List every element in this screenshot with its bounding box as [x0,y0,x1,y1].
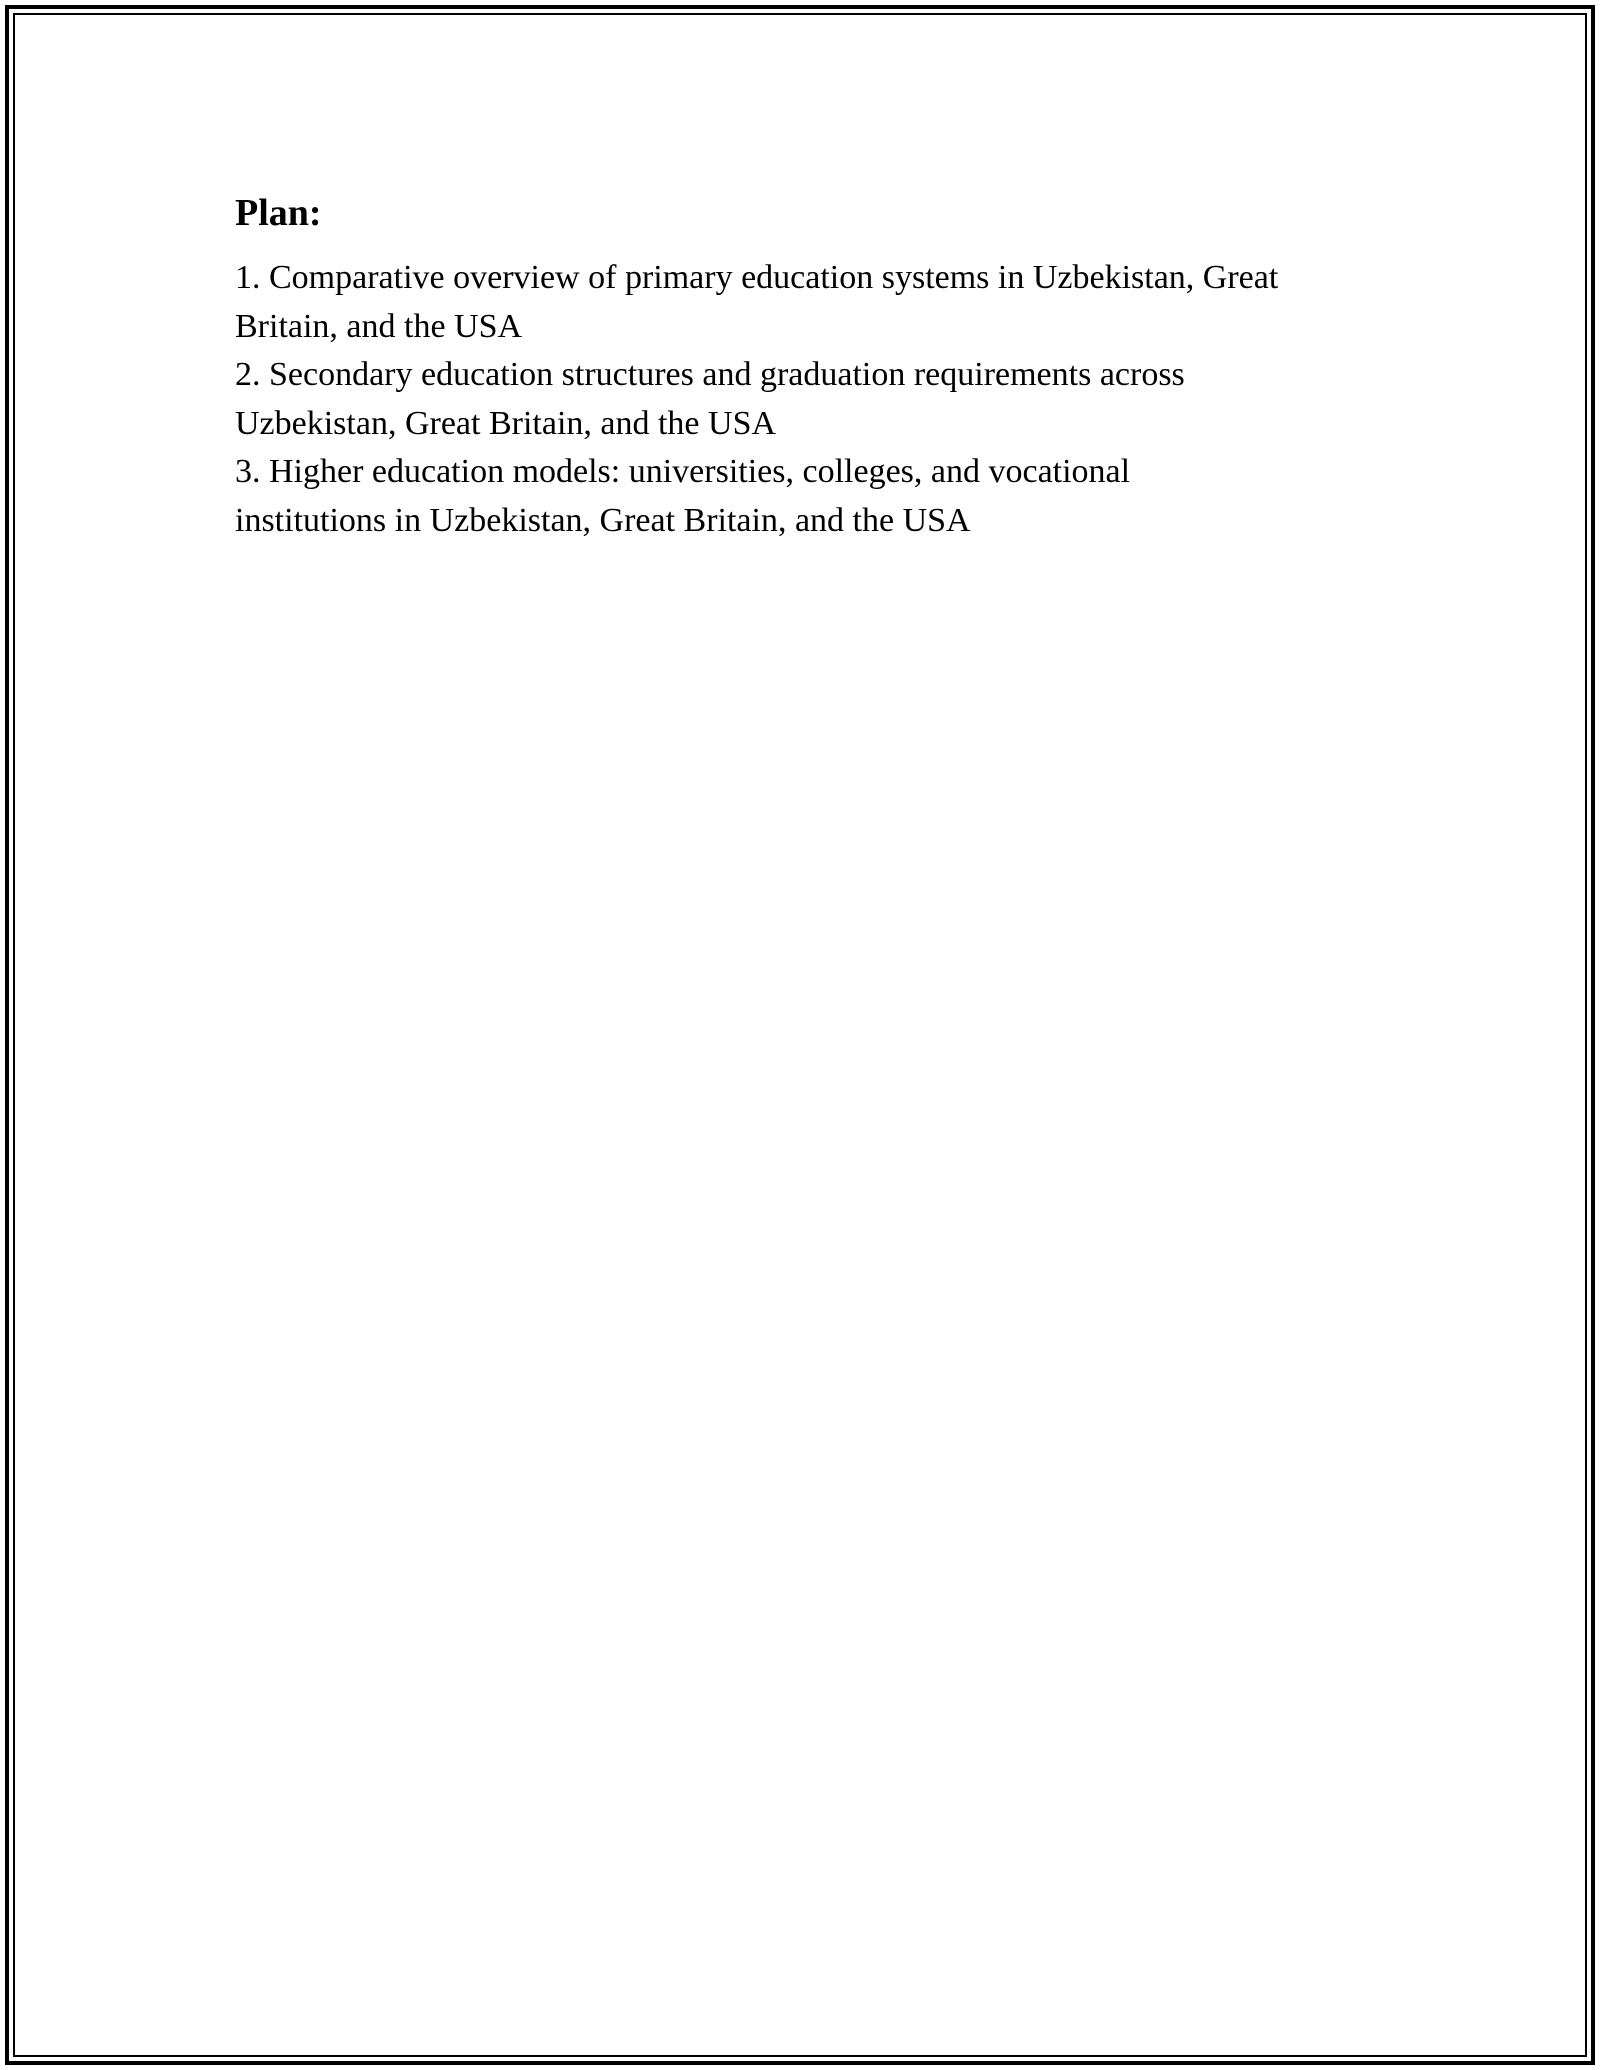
plan-item-line: 3. Higher education models: universities, colleges, and vocational [235,453,1131,490]
plan-item-1 [235,254,1385,351]
plan-heading: Plan: [235,192,322,234]
plan-item-line: 2. Secondary education structures and graduation requirements across [235,356,1185,393]
document-body [235,180,1385,545]
plan-item-line: Britain, and the USA [235,307,523,345]
plan-item-3 [235,448,1385,545]
plan-item-line: institutions in Uzbekistan, Great Britain, and the USA [235,501,971,539]
plan-item-2 [235,351,1385,448]
plan-item-line: Uzbekistan, Great Britain, and the USA [235,404,777,442]
plan-item-line: 1. Comparative overview of primary education systems in Uzbekistan, Great [235,259,1279,296]
plan-list [235,254,1385,545]
